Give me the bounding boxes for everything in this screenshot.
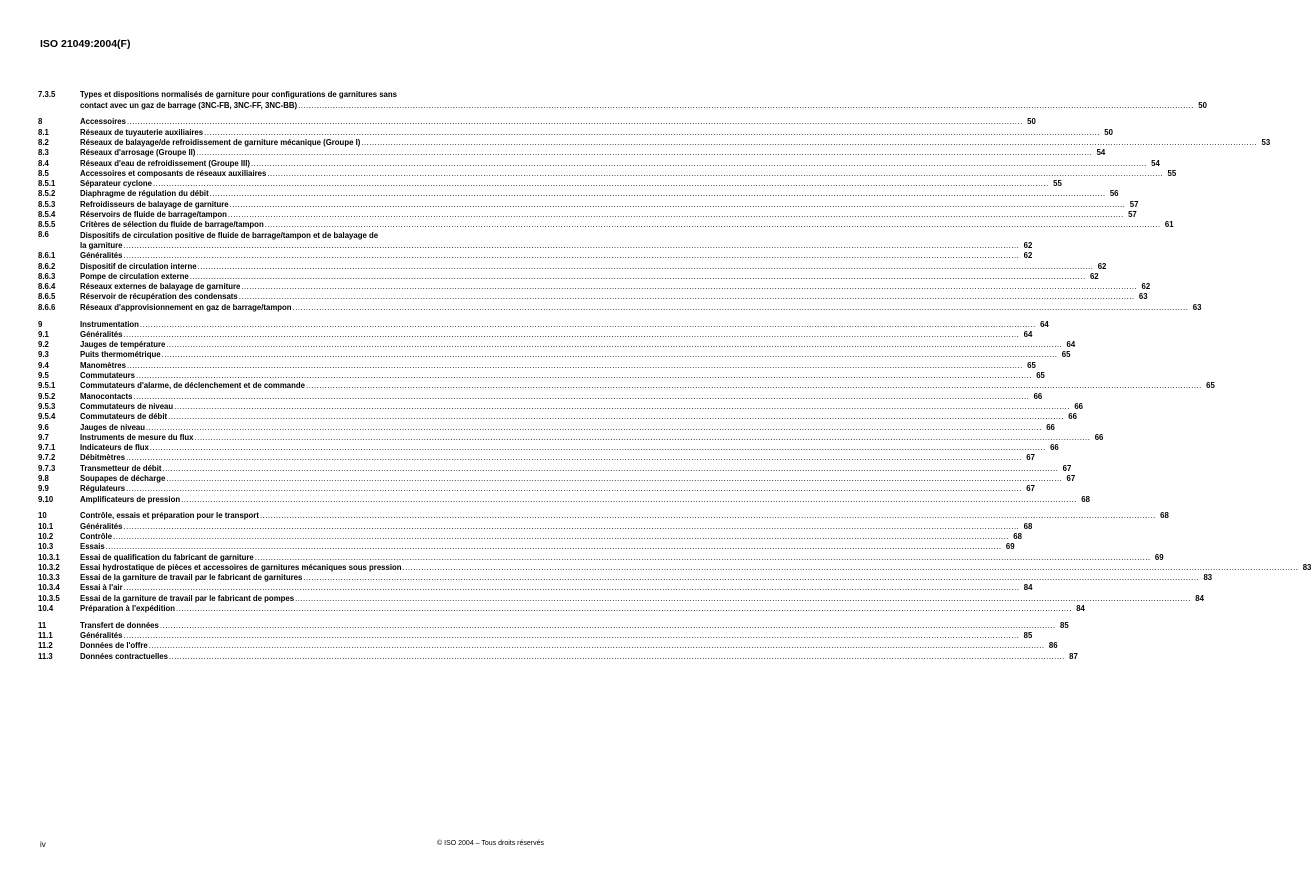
- toc-entry[interactable]: [38, 199, 1139, 209]
- toc-entry[interactable]: [38, 271, 1099, 282]
- leader-dots: [166, 340, 1062, 350]
- toc-entry-number: 8.5.1: [38, 179, 56, 189]
- toc-entry-title: Généralités: [80, 251, 123, 261]
- toc-entry-number: 11.2: [38, 641, 53, 651]
- toc-entry-number: 10.3.4: [38, 583, 60, 593]
- toc-entry-page: 67: [1062, 463, 1072, 473]
- toc-entry[interactable]: [38, 531, 1022, 542]
- toc-entry-title: Réservoir de récupération des condensats: [80, 292, 238, 302]
- toc-entry-title: Commutateurs d'alarme, de déclenchement et de commande: [80, 381, 305, 391]
- toc-entry-number: 10: [38, 511, 47, 521]
- toc-entry-page: 57: [1129, 199, 1139, 209]
- toc-entry-number: 9.7.2: [38, 453, 56, 463]
- toc-entry[interactable]: [38, 251, 1033, 261]
- toc-entry-title: Contrôle: [80, 531, 113, 541]
- toc-entry[interactable]: [38, 573, 1213, 583]
- toc-entry-page: 65: [1206, 381, 1215, 391]
- toc-entry[interactable]: [38, 117, 1036, 127]
- toc-entry-page: 84: [1023, 583, 1033, 593]
- toc-entry-title: Préparation à l'expédition: [80, 604, 176, 614]
- toc-entry-page: 65: [1036, 371, 1045, 381]
- toc-entry[interactable]: [38, 542, 1015, 552]
- toc-entry[interactable]: [38, 350, 1071, 360]
- toc-entry-title: Amplificateurs de pression: [80, 494, 181, 504]
- toc-entry-title: Refroidisseurs de balayage de garniture: [80, 199, 229, 209]
- toc-entry-page: 84: [1076, 604, 1085, 614]
- toc-entry-title: Essai de la garniture de travail par le fabricant de pompes: [80, 593, 295, 603]
- toc-entry-title: Essais: [80, 542, 105, 552]
- toc-entry-number: 10.1: [38, 521, 54, 531]
- toc-entry-number: 7.3.5: [38, 90, 56, 99]
- toc-entry[interactable]: [38, 651, 1078, 661]
- toc-entry-title: Contrôle, essais et préparation pour le transport: [80, 511, 259, 521]
- toc-entry-number: 8.6.3: [38, 271, 56, 281]
- toc-entry[interactable]: [38, 521, 1033, 531]
- toc-entry-title: Diaphragme de régulation du débit: [80, 189, 209, 199]
- toc-entry-title: la garniture: [80, 240, 123, 250]
- leader-dots: [260, 511, 1156, 521]
- toc-entry[interactable]: [38, 210, 1137, 220]
- toc-entry[interactable]: [38, 562, 1311, 573]
- toc-entry-page: 85: [1023, 631, 1033, 641]
- leader-dots: [146, 423, 1042, 433]
- toc-entry-page: 83: [1302, 562, 1311, 572]
- toc-entry[interactable]: [38, 319, 1049, 329]
- toc-entry-title: Transmetteur de débit: [80, 463, 162, 473]
- toc-entry-number: 8.5.2: [38, 189, 56, 199]
- toc-entry[interactable]: [38, 641, 1058, 651]
- toc-entry[interactable]: [38, 511, 1169, 521]
- toc-entry-title: Données contractuelles: [80, 651, 168, 661]
- toc-entry-number: 10.4: [38, 604, 54, 614]
- toc-entry-title: Transfert de données: [80, 620, 159, 630]
- toc-entry[interactable]: [38, 620, 1069, 631]
- toc-entry-number: 8.5.4: [38, 210, 56, 220]
- toc-entry-page: 68: [1013, 531, 1022, 541]
- leader-dots: [127, 361, 1023, 371]
- toc-entry-title: Essai de la garniture de travail par le fabricant de garnitures: [80, 573, 303, 583]
- toc-entry-page: 86: [1048, 641, 1058, 651]
- leader-dots: [306, 381, 1202, 391]
- toc-entry-title: Réservoirs de fluide de barrage/tampon: [80, 210, 227, 220]
- toc-entry-title: Accessoires et composants de réseaux auxiliaires: [80, 168, 267, 178]
- leader-dots: [162, 350, 1058, 360]
- toc-entry-page: 65: [1061, 350, 1071, 360]
- toc-entry[interactable]: [38, 168, 1177, 179]
- toc-entry-number: 9.5.3: [38, 401, 56, 411]
- toc-entry-page: 67: [1026, 484, 1035, 494]
- toc-entry-number: 11.1: [38, 631, 53, 641]
- toc-entry-page: 50: [1104, 127, 1113, 137]
- toc-entry-title: Réseaux de balayage/de refroidissement de garniture mécanique (Groupe I): [80, 137, 361, 147]
- leader-dots: [174, 402, 1070, 412]
- leader-dots: [181, 495, 1077, 505]
- toc-entry-page: 54: [1151, 158, 1160, 168]
- leader-dots: [265, 220, 1161, 230]
- toc-entry[interactable]: [38, 220, 1174, 230]
- toc-entry[interactable]: [38, 127, 1113, 137]
- toc-entry-title: Débitmètres: [80, 453, 126, 463]
- toc-entry-title: Données de l'offre: [80, 641, 148, 651]
- toc-entry-number: 8: [38, 117, 43, 127]
- page-footer: [40, 840, 544, 849]
- toc-entry-page: 61: [1164, 220, 1174, 230]
- toc-entry[interactable]: [38, 552, 1164, 562]
- toc-entry[interactable]: [38, 137, 1271, 148]
- leader-dots: [124, 583, 1020, 593]
- toc-entry-title: Commutateurs de débit: [80, 412, 168, 422]
- toc-entry-title: Critères de sélection du fluide de barrage/tampon: [80, 220, 264, 230]
- leader-dots: [123, 522, 1019, 532]
- toc-entry-page: 62: [1023, 251, 1033, 261]
- leader-dots: [133, 392, 1029, 402]
- leader-dots: [166, 474, 1062, 484]
- leader-dots: [150, 443, 1046, 453]
- toc-entry-title: Soupapes de décharge: [80, 473, 166, 483]
- leader-dots: [239, 292, 1135, 302]
- toc-entry-title: Manomètres: [80, 360, 126, 370]
- toc-entry[interactable]: [38, 473, 1076, 484]
- toc-entry-page: 67: [1026, 453, 1035, 463]
- toc-entry-page: 56: [1109, 189, 1119, 199]
- toc-entry-number: 10.2: [38, 531, 54, 541]
- leader-dots: [123, 330, 1019, 340]
- toc-entry-number: 10.3.2: [38, 562, 60, 572]
- toc-entry-title: Manocontacts: [80, 391, 133, 401]
- toc-entry-page: 62: [1023, 240, 1033, 250]
- toc-entry-page: 66: [1094, 432, 1104, 442]
- toc-entry-title: Réseaux de tuyauterie auxiliaires: [80, 127, 204, 137]
- toc-entry-title: Réseaux externes de balayage de garniture: [80, 282, 241, 292]
- leader-dots: [126, 453, 1022, 463]
- leader-dots: [153, 179, 1049, 189]
- leader-dots: [298, 101, 1194, 111]
- toc-entry-number: 8.1: [38, 127, 49, 137]
- toc-entry-number: 9.7.1: [38, 443, 56, 453]
- toc-entry-title: Indicateurs de flux: [80, 443, 149, 453]
- toc-entry[interactable]: [38, 371, 1045, 381]
- toc-entry-number: 9.7.3: [38, 463, 56, 473]
- leader-dots: [123, 251, 1019, 261]
- toc-entry-page: 83: [1203, 573, 1213, 583]
- leader-dots: [361, 138, 1257, 148]
- leader-dots: [403, 563, 1299, 573]
- toc-entry-number: 9: [38, 319, 43, 329]
- leader-dots: [228, 210, 1124, 220]
- toc-entry-page: 69: [1154, 552, 1164, 562]
- leader-dots: [230, 200, 1126, 210]
- toc-entry-number: 8.6: [38, 230, 49, 240]
- toc-entry[interactable]: [38, 381, 1215, 391]
- toc-entry-page: 68: [1160, 511, 1169, 521]
- toc-entry-number: 8.5.3: [38, 199, 56, 209]
- toc-entry-page: 68: [1081, 494, 1090, 504]
- toc-entry-title: Généralités: [80, 631, 123, 641]
- leader-dots: [293, 303, 1189, 313]
- toc-entry-number: 9.9: [38, 484, 49, 494]
- toc-entry[interactable]: [38, 292, 1148, 302]
- toc-entry-page: 54: [1096, 148, 1106, 158]
- toc-entry[interactable]: [38, 432, 1104, 443]
- toc-entry-title: Essai hydrostatique de pièces et accessoires de garnitures mécaniques sous pression: [80, 562, 402, 572]
- leader-dots: [160, 621, 1056, 631]
- document-id: ISO 21049:2004(F): [40, 38, 131, 50]
- leader-dots: [149, 641, 1045, 651]
- toc-entry[interactable]: [38, 282, 1151, 292]
- toc-entry-number: 9.5.2: [38, 391, 56, 401]
- leader-dots: [251, 159, 1147, 169]
- toc-entry-title: Jauges de température: [80, 340, 166, 350]
- toc-entry-page: 69: [1005, 542, 1015, 552]
- toc-entry[interactable]: [38, 302, 1202, 312]
- toc-entry-number: 9.5: [38, 371, 49, 381]
- toc-entry-page: 53: [1261, 137, 1271, 147]
- leader-dots: [255, 553, 1151, 563]
- leader-dots: [210, 189, 1106, 199]
- toc-entry[interactable]: [38, 453, 1035, 463]
- toc-entry[interactable]: [38, 583, 1033, 593]
- toc-entry-title: Dispositifs de circulation positive de fluide de barrage/tampon et de balayage de: [80, 230, 379, 240]
- toc-entry-title: Généralités: [80, 329, 123, 339]
- toc-entry-title: Essai à l'air: [80, 583, 123, 593]
- toc-entry-title: contact avec un gaz de barrage (3NC-FB, 3NC-FF, 3NC-BB): [80, 100, 298, 110]
- toc-entry-title: Commutateurs: [80, 371, 136, 381]
- toc-entry-number: 10.3.5: [38, 593, 60, 603]
- toc-entry-number: 9.4: [38, 360, 49, 370]
- toc-entry-number: 9.8: [38, 473, 49, 483]
- toc-entry-number: 9.3: [38, 350, 49, 360]
- leader-dots: [195, 433, 1091, 443]
- toc-entry-title: Instruments de mesure du flux: [80, 432, 194, 442]
- toc-entry-title: Régulateurs: [80, 484, 126, 494]
- toc-entry[interactable]: [38, 631, 1033, 641]
- leader-dots: [136, 371, 1032, 381]
- toc-entry-number: 10.3.1: [38, 552, 60, 562]
- toc-entry-number: 11: [38, 620, 47, 630]
- toc-entry-page: 63: [1138, 292, 1148, 302]
- leader-dots: [126, 484, 1022, 494]
- leader-dots: [204, 128, 1100, 138]
- toc-entry-title: Puits thermométrique: [80, 350, 161, 360]
- leader-dots: [267, 169, 1163, 179]
- leader-dots: [190, 272, 1086, 282]
- toc-entry-number: 8.5.5: [38, 220, 56, 230]
- toc-entry-title: Jauges de niveau: [80, 422, 146, 432]
- toc-entry[interactable]: [38, 494, 1090, 504]
- toc-entry-page: 64: [1023, 329, 1033, 339]
- toc-entry[interactable]: [38, 604, 1085, 614]
- toc-entry-title: Essai de qualification du fabricant de garniture: [80, 552, 254, 562]
- toc-entry[interactable]: [38, 179, 1062, 189]
- toc-entry[interactable]: [38, 484, 1035, 494]
- toc-entry[interactable]: [38, 90, 1207, 111]
- leader-dots: [168, 412, 1064, 422]
- toc-entry[interactable]: [38, 230, 1033, 251]
- toc-entry[interactable]: [38, 422, 1055, 432]
- toc-entry-number: 8.6.4: [38, 282, 56, 292]
- toc-entry-page: 55: [1167, 168, 1177, 178]
- toc-entry-page: 50: [1027, 117, 1036, 127]
- toc-entry[interactable]: [38, 401, 1084, 412]
- toc-entry-page: 68: [1023, 521, 1033, 531]
- toc-entry-number: 9.7: [38, 432, 49, 442]
- toc-entry-number: 8.4: [38, 158, 49, 168]
- copyright-notice: © ISO 2004 – Tous droits réservés: [437, 840, 544, 847]
- toc-entry-title: Généralités: [80, 521, 123, 531]
- toc-entry-number: 8.3: [38, 148, 49, 158]
- leader-dots: [169, 652, 1065, 662]
- leader-dots: [123, 241, 1019, 251]
- toc-entry-page: 63: [1192, 302, 1202, 312]
- toc-entry-number: 9.5.4: [38, 412, 56, 422]
- leader-dots: [176, 604, 1072, 614]
- toc-entry-title: Dispositif de circulation interne: [80, 261, 197, 271]
- toc-entry-page: 66: [1033, 391, 1043, 401]
- toc-entry[interactable]: [38, 261, 1107, 271]
- toc-entry-title: Instrumentation: [80, 319, 139, 329]
- toc-entry-number: 8.6.5: [38, 292, 56, 302]
- leader-dots: [127, 117, 1023, 127]
- page-number: iv: [40, 840, 46, 849]
- toc-entry[interactable]: [38, 391, 1043, 401]
- toc-entry-page: 62: [1089, 271, 1099, 281]
- toc-entry[interactable]: [38, 189, 1119, 199]
- leader-dots: [140, 320, 1036, 330]
- toc-entry-title: Pompe de circulation externe: [80, 271, 189, 281]
- toc-entry-number: 11.3: [38, 651, 53, 661]
- toc-entry-page: 62: [1097, 261, 1107, 271]
- table-of-contents: [38, 90, 1311, 662]
- toc-entry-page: 64: [1066, 340, 1076, 350]
- toc-entry-page: 65: [1027, 360, 1036, 370]
- toc-entry-page: 84: [1195, 593, 1204, 603]
- leader-dots: [106, 542, 1002, 552]
- toc-entry-page: 67: [1066, 473, 1076, 483]
- leader-dots: [303, 573, 1199, 583]
- leader-dots: [198, 262, 1094, 272]
- toc-entry[interactable]: [38, 360, 1036, 370]
- toc-entry-title: Réseaux d'arrosage (Groupe II): [80, 148, 196, 158]
- toc-entry-page: 57: [1128, 210, 1137, 220]
- toc-entry-page: 87: [1069, 651, 1078, 661]
- toc-entry-page: 64: [1040, 319, 1049, 329]
- toc-entry-page: 66: [1050, 443, 1059, 453]
- toc-entry-page: 50: [1198, 100, 1207, 110]
- toc-entry-title: Séparateur cyclone: [80, 179, 152, 189]
- toc-entry[interactable]: [38, 340, 1076, 350]
- toc-entry-title: Réseaux d'eau de refroidissement (Groupe III): [80, 158, 250, 168]
- toc-entry[interactable]: [38, 593, 1204, 603]
- toc-entry-page: 62: [1141, 282, 1151, 292]
- toc-entry-number: 10.3: [38, 542, 54, 552]
- toc-entry[interactable]: [38, 329, 1033, 340]
- toc-entry[interactable]: [38, 443, 1059, 453]
- toc-entry-title: Types et dispositions normalisés de garniture pour configurations de garnitures sans: [80, 90, 397, 100]
- toc-entry-number: 8.2: [38, 137, 49, 147]
- toc-entry[interactable]: [38, 158, 1160, 168]
- toc-entry-number: 8.6.1: [38, 251, 56, 261]
- leader-dots: [113, 532, 1009, 542]
- toc-entry-number: 8.5: [38, 168, 49, 178]
- toc-entry-page: 66: [1046, 422, 1055, 432]
- toc-entry-number: 9.6: [38, 422, 49, 432]
- toc-entry-page: 66: [1068, 412, 1077, 422]
- toc-entry-title: Réseaux d'approvisionnement en gaz de barrage/tampon: [80, 302, 292, 312]
- toc-entry[interactable]: [38, 148, 1106, 158]
- toc-entry-number: 8.6.6: [38, 302, 56, 312]
- toc-entry-number: 9.5.1: [38, 381, 56, 391]
- leader-dots: [295, 594, 1191, 604]
- toc-entry-number: 10.3.3: [38, 573, 60, 583]
- toc-entry-page: 66: [1074, 401, 1084, 411]
- toc-entry-page: 85: [1060, 620, 1069, 630]
- toc-entry[interactable]: [38, 463, 1072, 473]
- toc-entry[interactable]: [38, 412, 1077, 422]
- toc-entry-number: 8.6.2: [38, 261, 56, 271]
- toc-entry-number: 9.2: [38, 340, 49, 350]
- toc-entry-title: Accessoires: [80, 117, 126, 127]
- toc-entry-number: 9.1: [38, 329, 49, 339]
- leader-dots: [196, 148, 1092, 158]
- leader-dots: [241, 282, 1137, 292]
- toc-entry-number: 9.10: [38, 494, 54, 504]
- leader-dots: [123, 631, 1019, 641]
- toc-entry-title: Commutateurs de niveau: [80, 401, 174, 411]
- leader-dots: [162, 464, 1058, 474]
- toc-entry-page: 55: [1053, 179, 1062, 189]
